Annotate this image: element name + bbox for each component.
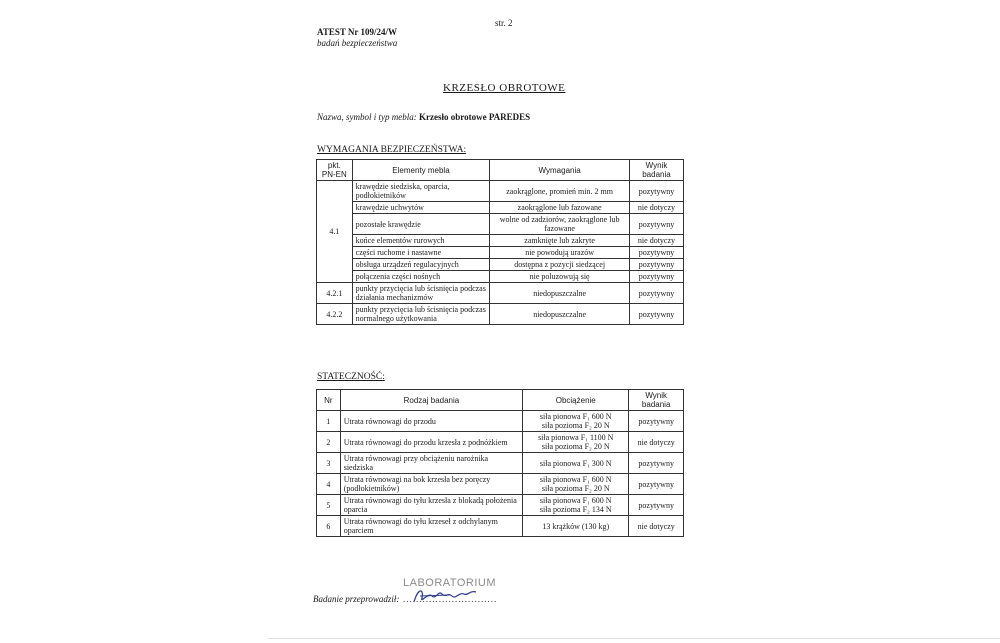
table-row	[317, 202, 684, 214]
col-header-load: Obciążenie	[523, 390, 629, 411]
load-line: siła pozioma F₂ 134 N	[539, 505, 612, 514]
certificate-subtitle: badań bezpieczeństwa	[317, 38, 398, 48]
signed-by-label: Badanie przeprowadził:	[313, 594, 400, 604]
test-cell: Utrata równowagi do tyłu krzesła z blokadą położenia oparcia	[340, 495, 522, 516]
result-cell: nie dotyczy	[629, 432, 684, 453]
load-line: siła pozioma F₂ 20 N	[541, 421, 610, 430]
result-cell: pozytywny	[629, 259, 683, 271]
result-cell: pozytywny	[629, 453, 684, 474]
table-row	[317, 495, 684, 516]
result-cell: nie dotyczy	[629, 202, 683, 214]
load-line: siła pionowa F₁ 600 N	[539, 475, 612, 484]
table-row	[317, 474, 684, 495]
col-header-result: Wynik badania	[629, 390, 684, 411]
point-cell: 4.2.1	[317, 283, 353, 304]
table-row	[317, 259, 684, 271]
element-cell: części ruchome i nastawne	[352, 247, 490, 259]
requirement-cell: nie powodują urazów	[490, 247, 630, 259]
table-row	[317, 214, 684, 235]
stability-heading: STATECZNOŚĆ:	[317, 372, 385, 382]
load-cell	[523, 516, 629, 537]
load-line: siła pozioma F₂ 20 N	[541, 442, 610, 451]
test-cell: Utrata równowagi do przodu krzesła z podnóżkiem	[340, 432, 522, 453]
page-number: str. 2	[495, 18, 513, 28]
table-row	[317, 271, 684, 283]
result-cell: pozytywny	[629, 214, 683, 235]
result-cell: nie dotyczy	[629, 235, 683, 247]
requirement-cell: wolne od zadziorów, zaokrąglone lub fazowane	[490, 214, 630, 235]
result-cell: pozytywny	[629, 304, 683, 325]
table-row	[317, 516, 684, 537]
load-cell	[523, 453, 629, 474]
element-cell: pozostałe krawędzie	[352, 214, 490, 235]
result-cell: pozytywny	[629, 283, 683, 304]
element-cell: obsługa urządzeń regulacyjnych	[352, 259, 490, 271]
table-row	[317, 304, 684, 325]
nr-cell: 3	[317, 453, 341, 474]
col-header-nr: Nr	[317, 390, 341, 411]
test-cell: Utrata równowagi do tyłu krzeseł z odchylanym oparciem	[340, 516, 522, 537]
element-cell: krawędzie uchwytów	[352, 202, 490, 214]
safety-header-row	[317, 160, 684, 181]
load-line: siła pozioma F₂ 20 N	[541, 484, 610, 493]
furniture-name-label: Nazwa, symbol i typ mebla:	[317, 112, 417, 122]
col-header-test: Rodzaj badania	[340, 390, 522, 411]
page-edge-line	[268, 638, 1000, 639]
requirement-cell: zaokrąglone, promień min. 2 mm	[490, 181, 630, 202]
requirement-cell: zaokrąglone lub fazowane	[490, 202, 630, 214]
requirement-cell: niedopuszczalne	[490, 283, 630, 304]
test-cell: Utrata równowagi przy obciążeniu narożnika siedziska	[340, 453, 522, 474]
col-header-result: Wynik badania	[629, 160, 683, 181]
nr-cell: 2	[317, 432, 341, 453]
stability-table	[316, 389, 684, 537]
load-cell	[523, 411, 629, 432]
load-line: siła pionowa F₁ 300 N	[539, 458, 612, 468]
element-cell: punkty przycięcia lub ścisnięcia podczas działania mechanizmów	[352, 283, 490, 304]
col-header-element: Elementy mebla	[352, 160, 490, 181]
result-cell: pozytywny	[629, 474, 684, 495]
point-cell: 4.1	[317, 181, 353, 283]
test-cell: Utrata równowagi na bok krzesła bez poręczy (podłokietników)	[340, 474, 522, 495]
table-row	[317, 247, 684, 259]
test-cell: Utrata równowagi do przodu	[340, 411, 522, 432]
furniture-name-line	[317, 112, 530, 122]
certificate-number: ATEST Nr 109/24/W	[317, 27, 398, 37]
load-cell	[523, 495, 629, 516]
result-cell: nie dotyczy	[629, 516, 684, 537]
element-cell: połączenia części nośnych	[352, 271, 490, 283]
load-line: siła pionowa F₁ 600 N	[539, 412, 612, 421]
table-row	[317, 235, 684, 247]
table-row	[317, 411, 684, 432]
stability-header-row	[317, 390, 684, 411]
result-cell: pozytywny	[629, 247, 683, 259]
document-title: KRZESŁO OBROTOWE	[443, 82, 566, 94]
signature-line: .............................	[403, 594, 498, 604]
result-cell: pozytywny	[629, 271, 683, 283]
requirement-cell: niedopuszczalne	[490, 304, 630, 325]
safety-table	[316, 159, 684, 325]
requirement-cell: zamknięte lub zakryte	[490, 235, 630, 247]
load-cell	[523, 432, 629, 453]
result-cell: pozytywny	[629, 411, 684, 432]
col-header-requirement: Wymagania	[490, 160, 630, 181]
nr-cell: 6	[317, 516, 341, 537]
nr-cell: 1	[317, 411, 341, 432]
table-row	[317, 453, 684, 474]
handwritten-signature	[410, 584, 480, 613]
load-line: 13 krążków (130 kg)	[542, 521, 610, 531]
furniture-name-value: Krzesło obrotowe PAREDES	[419, 112, 531, 122]
safety-heading: WYMAGANIA BEZPIECZEŃSTWA:	[317, 145, 467, 155]
element-cell: krawędzie siedziska, oparcia, podłokietników	[352, 181, 490, 202]
table-row	[317, 181, 684, 202]
table-row	[317, 432, 684, 453]
element-cell: punkty przycięcia lub ścisnięcia podczas normalnego użytkowania	[352, 304, 490, 325]
load-line: siła pionowa F₁ 1100 N	[538, 433, 614, 442]
load-cell	[523, 474, 629, 495]
result-cell: pozytywny	[629, 181, 683, 202]
requirement-cell: dostępna z pozycji siedzącej	[490, 259, 630, 271]
result-cell: pozytywny	[629, 495, 684, 516]
nr-cell: 4	[317, 474, 341, 495]
col-header-point: pkt. PN-EN	[317, 160, 353, 181]
nr-cell: 5	[317, 495, 341, 516]
point-cell: 4.2.2	[317, 304, 353, 325]
table-row	[317, 283, 684, 304]
requirement-cell: nie poluzowują się	[490, 271, 630, 283]
element-cell: końce elementów rurowych	[352, 235, 490, 247]
laboratory-stamp: LABORATORIUM	[403, 577, 496, 589]
load-line: siła pionowa F₁ 600 N	[539, 496, 612, 505]
